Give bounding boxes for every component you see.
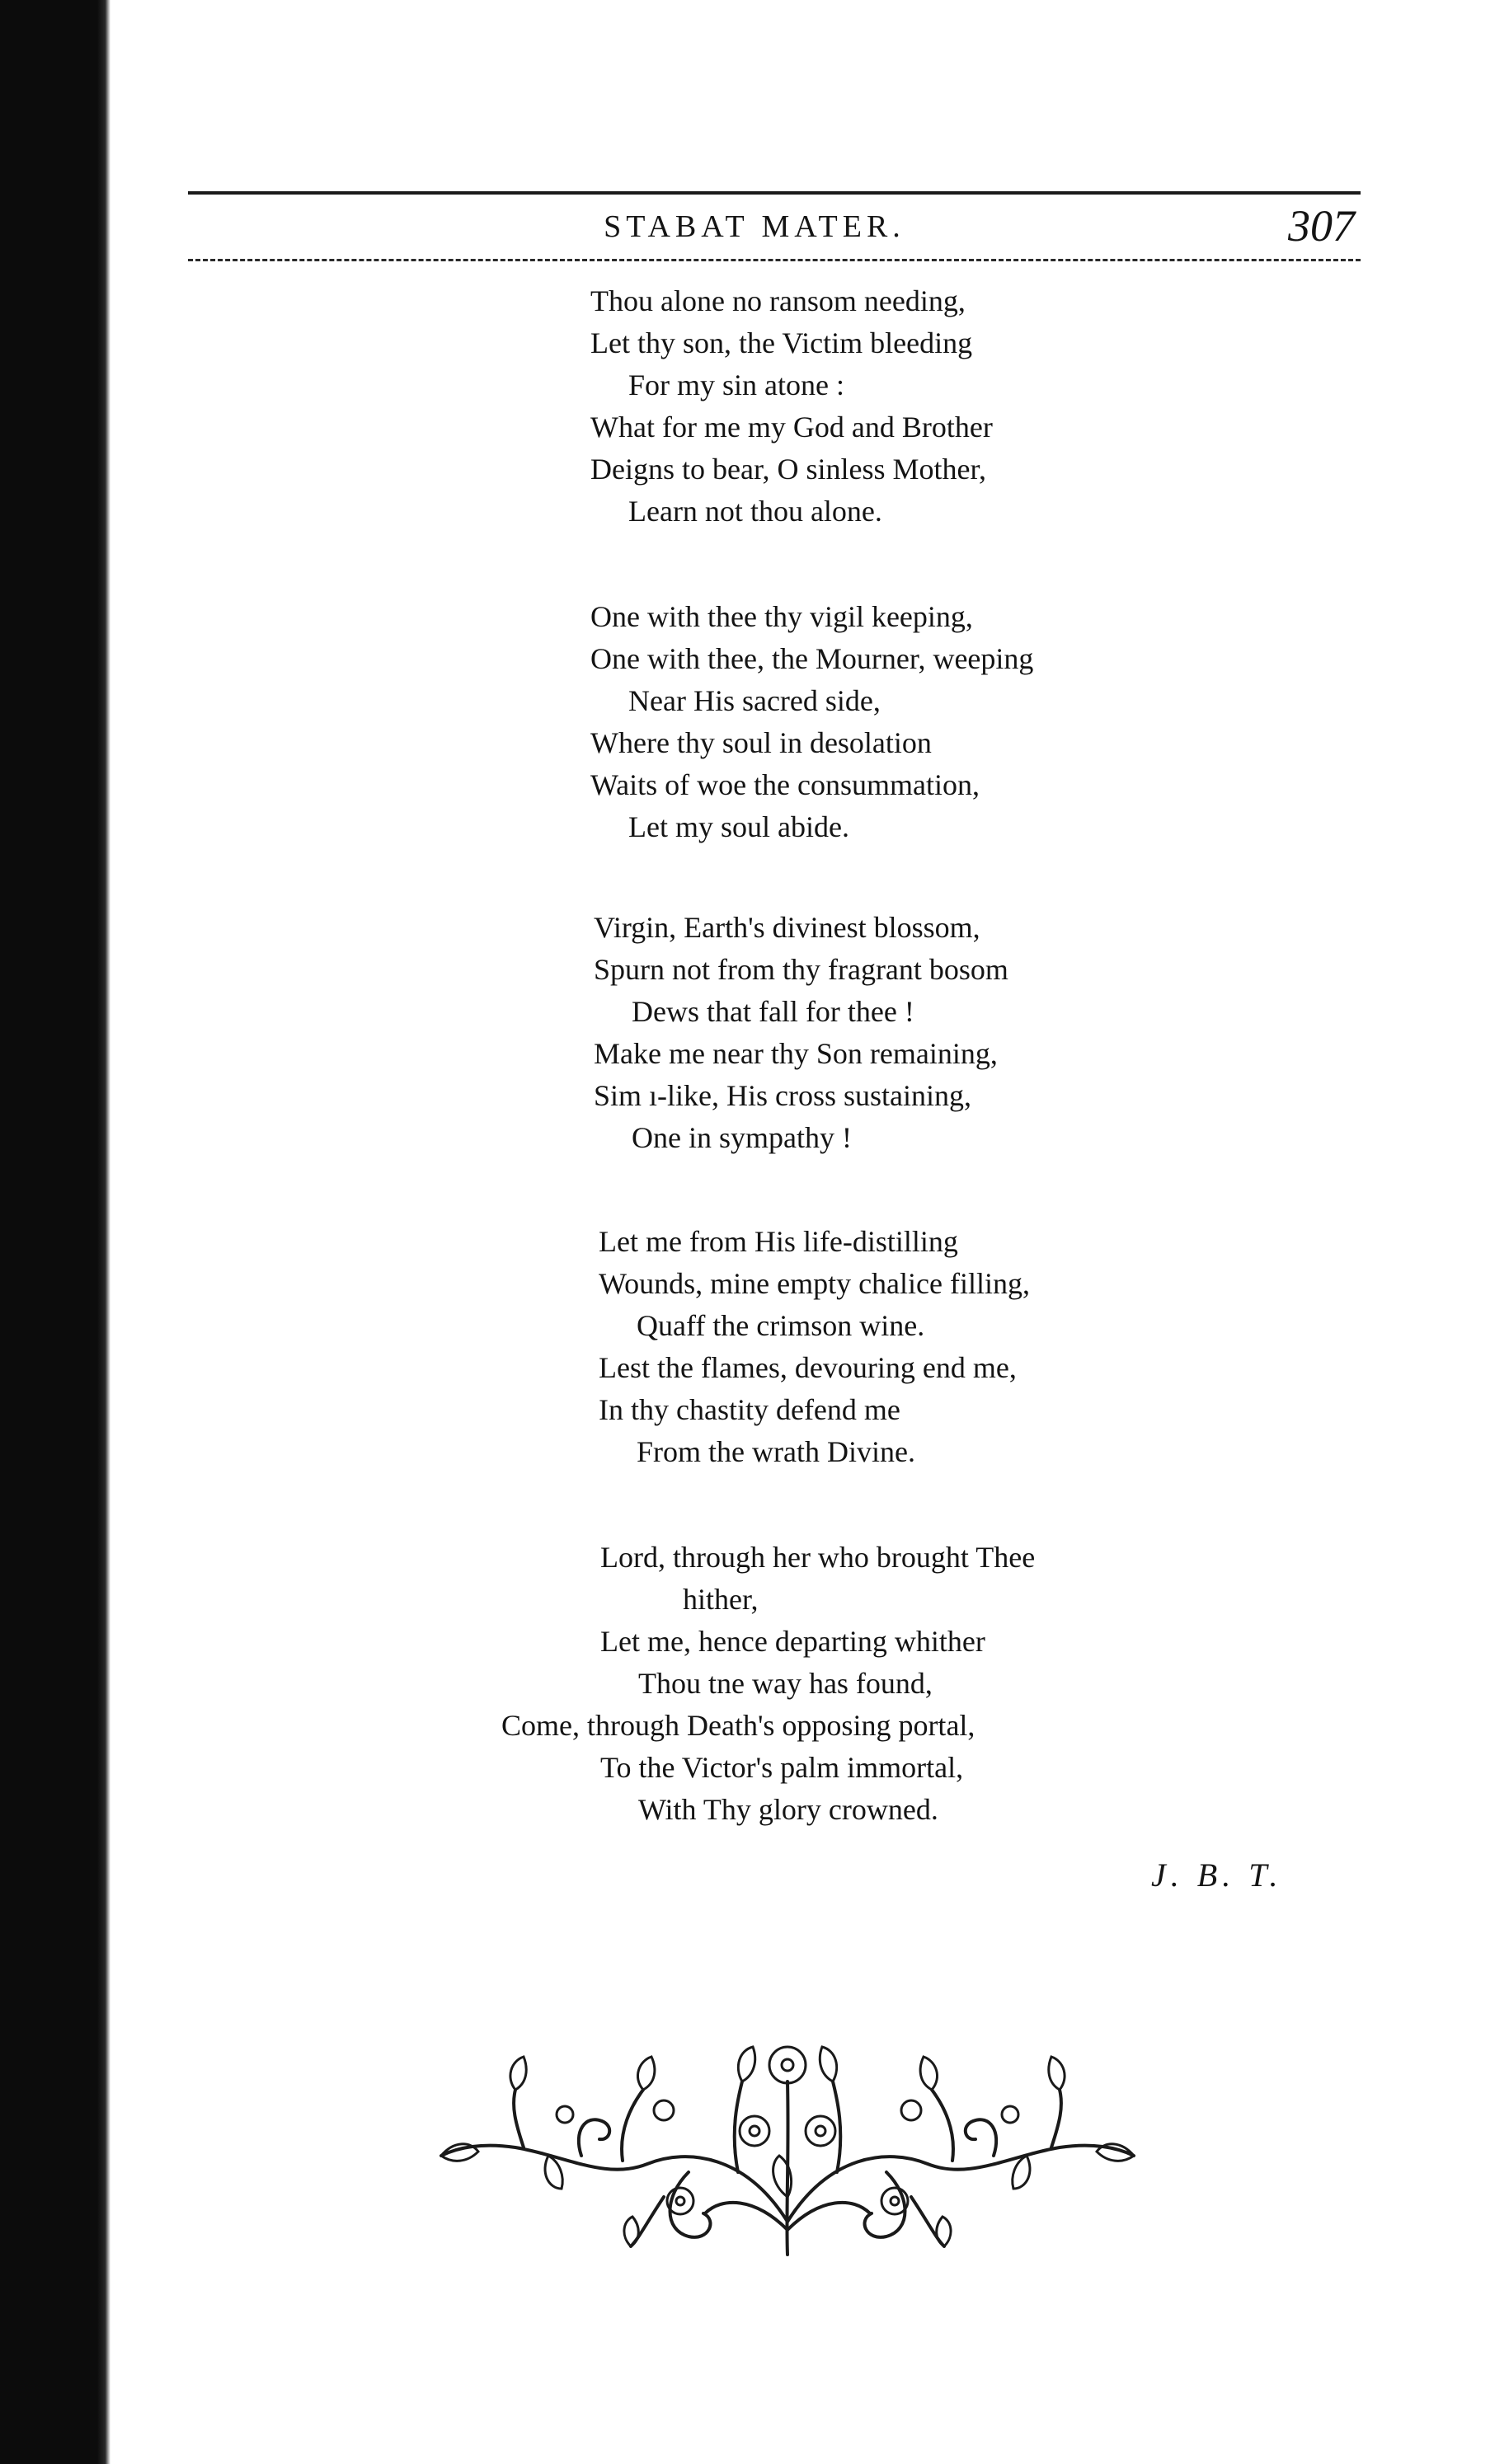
verse-line: Deigns to bear, O sinless Mother,: [590, 453, 987, 486]
verse-line: Learn not thou alone.: [628, 495, 882, 528]
verse-line: One with thee thy vigil keeping,: [590, 600, 973, 633]
verse-line: In thy chastity defend me: [599, 1393, 900, 1426]
verse-line: Lord, through her who brought Thee: [600, 1541, 1036, 1574]
verse-line: For my sin atone :: [628, 368, 844, 401]
verse-line: Wounds, mine empty chalice filling,: [599, 1267, 1030, 1300]
stanza-5: [501, 1537, 1036, 1831]
verse-line: Thou tne way has found,: [638, 1667, 933, 1700]
stanza-4: [599, 1221, 1030, 1473]
stanza-3: [594, 907, 1008, 1159]
verse-line: Let thy son, the Victim bleeding: [590, 326, 973, 359]
running-head: STABAT MATER.: [604, 209, 905, 244]
verse-line: Spurn not from thy fragrant bosom: [594, 953, 1008, 986]
verse-line: Quaff the crimson wine.: [637, 1309, 925, 1342]
verse-line: Waits of woe the consummation,: [590, 768, 980, 801]
verse-line: To the Victor's palm immortal,: [600, 1751, 964, 1784]
stanza-1: [590, 280, 993, 533]
verse-line: With Thy glory crowned.: [638, 1793, 938, 1826]
floral-vine-tailpiece-icon: [416, 2032, 1159, 2263]
verse-line: Sim ı-like, His cross sustaining,: [594, 1079, 971, 1112]
verse-line: Near His sacred side,: [628, 684, 881, 717]
verse-line: One in sympathy !: [632, 1121, 852, 1154]
verse-line: Virgin, Earth's divinest blossom,: [594, 911, 980, 944]
page-number: 307: [1288, 201, 1355, 251]
verse-line: Let me from His life-distilling: [599, 1225, 958, 1258]
stanza-2: [590, 596, 1033, 848]
verse-line: Thou alone no ransom needing,: [590, 284, 966, 317]
verse-line: hither,: [683, 1583, 759, 1616]
verse-line: Let my soul abide.: [628, 810, 849, 843]
verse-line: One with thee, the Mourner, weeping: [590, 642, 1034, 675]
verse-line: Lest the flames, devouring end me,: [599, 1351, 1017, 1384]
author-initials: J. B. T.: [1151, 1856, 1283, 1894]
verse-line: What for me my God and Brother: [590, 411, 993, 444]
verse-line: Dews that fall for thee !: [632, 995, 914, 1028]
verse-line: Make me near thy Son remaining,: [594, 1037, 998, 1070]
verse-line: Come, through Death's opposing portal,: [501, 1709, 975, 1742]
verse-line: Let me, hence departing whither: [600, 1625, 985, 1658]
verse-line: From the wrath Divine.: [637, 1435, 915, 1468]
verse-line: Where thy soul in desolation: [590, 726, 932, 759]
